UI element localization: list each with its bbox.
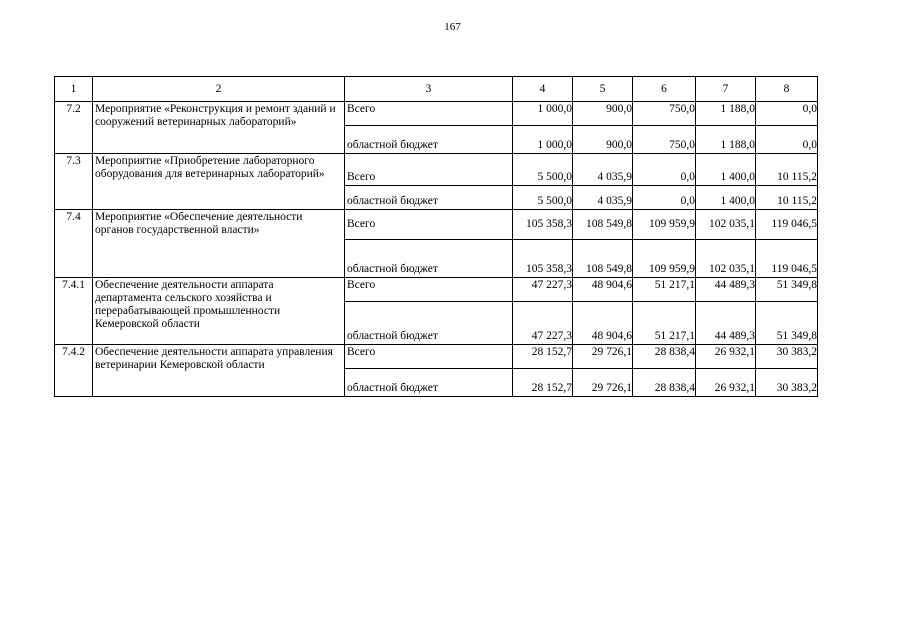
column-header: 4 <box>513 77 573 102</box>
row-code: 7.4.2 <box>55 345 93 397</box>
value-cell: 10 115,2 <box>756 186 818 210</box>
column-header: 1 <box>55 77 93 102</box>
value-cell: 29 726,1 <box>573 345 633 369</box>
row-name: Обеспечение деятельности аппарата департамента сельского хозяйства и перерабатывающей промышленности Кемеровской области <box>93 278 345 345</box>
value-cell: 119 046,5 <box>756 210 818 240</box>
value-cell: 28 152,7 <box>513 369 573 397</box>
page-number: 167 <box>444 21 461 33</box>
value-cell: 26 932,1 <box>696 345 756 369</box>
value-cell: 10 115,2 <box>756 154 818 186</box>
column-header: 2 <box>93 77 345 102</box>
row-name: Мероприятие «Обеспечение деятельности органов государственной власти» <box>93 210 345 278</box>
value-cell: 105 358,3 <box>513 240 573 278</box>
column-header: 6 <box>633 77 696 102</box>
value-cell: 0,0 <box>633 154 696 186</box>
value-cell: 750,0 <box>633 126 696 154</box>
row-code: 7.4.1 <box>55 278 93 345</box>
table-row <box>55 154 818 186</box>
funding-source: Всего <box>345 210 513 240</box>
value-cell: 51 217,1 <box>633 302 696 345</box>
row-name: Обеспечение деятельности аппарата управления ветеринарии Кемеровской области <box>93 345 345 397</box>
funding-source: областной бюджет <box>345 240 513 278</box>
value-cell: 47 227,3 <box>513 278 573 302</box>
value-cell: 1 400,0 <box>696 186 756 210</box>
value-cell: 4 035,9 <box>573 154 633 186</box>
value-cell: 109 959,9 <box>633 210 696 240</box>
value-cell: 51 217,1 <box>633 278 696 302</box>
value-cell: 0,0 <box>633 186 696 210</box>
value-cell: 0,0 <box>756 102 818 126</box>
table-row <box>55 210 818 240</box>
value-cell: 102 035,1 <box>696 240 756 278</box>
header-row <box>55 77 818 102</box>
value-cell: 5 500,0 <box>513 186 573 210</box>
value-cell: 4 035,9 <box>573 186 633 210</box>
funding-source: Всего <box>345 154 513 186</box>
table-row <box>55 102 818 126</box>
value-cell: 750,0 <box>633 102 696 126</box>
funding-source: Всего <box>345 102 513 126</box>
budget-table <box>54 76 818 397</box>
funding-source: областной бюджет <box>345 302 513 345</box>
value-cell: 47 227,3 <box>513 302 573 345</box>
value-cell: 29 726,1 <box>573 369 633 397</box>
funding-source: областной бюджет <box>345 126 513 154</box>
value-cell: 48 904,6 <box>573 302 633 345</box>
value-cell: 44 489,3 <box>696 302 756 345</box>
value-cell: 48 904,6 <box>573 278 633 302</box>
value-cell: 102 035,1 <box>696 210 756 240</box>
column-header: 7 <box>696 77 756 102</box>
value-cell: 0,0 <box>756 126 818 154</box>
table-row <box>55 345 818 369</box>
value-cell: 900,0 <box>573 102 633 126</box>
row-code: 7.2 <box>55 102 93 154</box>
value-cell: 900,0 <box>573 126 633 154</box>
value-cell: 1 000,0 <box>513 102 573 126</box>
value-cell: 51 349,8 <box>756 302 818 345</box>
value-cell: 28 152,7 <box>513 345 573 369</box>
value-cell: 109 959,9 <box>633 240 696 278</box>
value-cell: 30 383,2 <box>756 345 818 369</box>
value-cell: 28 838,4 <box>633 369 696 397</box>
value-cell: 108 549,8 <box>573 210 633 240</box>
funding-source: областной бюджет <box>345 186 513 210</box>
value-cell: 28 838,4 <box>633 345 696 369</box>
value-cell: 1 188,0 <box>696 126 756 154</box>
value-cell: 1 188,0 <box>696 102 756 126</box>
column-header: 3 <box>345 77 513 102</box>
value-cell: 108 549,8 <box>573 240 633 278</box>
row-name: Мероприятие «Реконструкция и ремонт зданий и сооружений ветеринарных лабораторий» <box>93 102 345 154</box>
row-name: Мероприятие «Приобретение лабораторного оборудования для ветеринарных лабораторий» <box>93 154 345 210</box>
row-code: 7.3 <box>55 154 93 210</box>
column-header: 5 <box>573 77 633 102</box>
column-header: 8 <box>756 77 818 102</box>
value-cell: 30 383,2 <box>756 369 818 397</box>
funding-source: областной бюджет <box>345 369 513 397</box>
value-cell: 5 500,0 <box>513 154 573 186</box>
table-row <box>55 278 818 302</box>
value-cell: 119 046,5 <box>756 240 818 278</box>
funding-source: Всего <box>345 278 513 302</box>
value-cell: 51 349,8 <box>756 278 818 302</box>
value-cell: 1 000,0 <box>513 126 573 154</box>
row-code: 7.4 <box>55 210 93 278</box>
value-cell: 44 489,3 <box>696 278 756 302</box>
value-cell: 1 400,0 <box>696 154 756 186</box>
value-cell: 26 932,1 <box>696 369 756 397</box>
funding-source: Всего <box>345 345 513 369</box>
value-cell: 105 358,3 <box>513 210 573 240</box>
